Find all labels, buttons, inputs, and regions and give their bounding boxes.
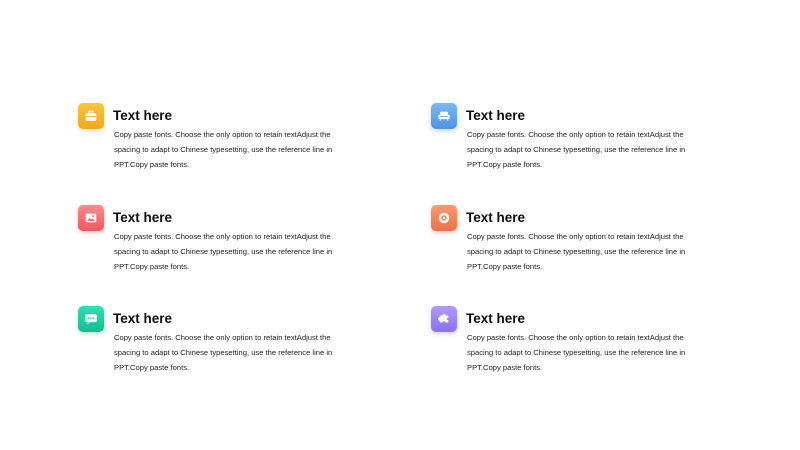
item-title: Text here (113, 108, 173, 123)
item-title: Text here (113, 311, 173, 326)
chat-icon (84, 312, 98, 326)
item-title: Text here (466, 311, 526, 326)
feature-item-5 (78, 306, 378, 386)
feature-item-6 (431, 306, 731, 386)
item-description: Copy paste fonts. Choose the only option to retain textAdjust the spacing to adapt to Chinese typesetting, use the reference line in PPT.Copy paste fonts. (114, 333, 333, 372)
icon-tile-1 (78, 103, 104, 129)
item-title: Text here (466, 108, 526, 123)
icon-tile-6 (431, 306, 457, 332)
feature-item-3 (78, 205, 378, 285)
feature-item-4 (431, 205, 731, 285)
item-title: Text here (466, 210, 526, 225)
image-icon (84, 211, 98, 225)
briefcase-icon (84, 109, 98, 123)
icon-tile-4 (431, 205, 457, 231)
icon-tile-2 (431, 103, 457, 129)
feature-item-1 (78, 103, 378, 183)
item-description: Copy paste fonts. Choose the only option to retain textAdjust the spacing to adapt to Chinese typesetting, use the reference line in PPT.Copy paste fonts. (467, 333, 686, 372)
item-title: Text here (113, 210, 173, 225)
item-description: Copy paste fonts. Choose the only option to retain textAdjust the spacing to adapt to Chinese typesetting, use the reference line in PPT.Copy paste fonts. (114, 130, 333, 169)
icon-tile-3 (78, 205, 104, 231)
puzzle-icon (437, 312, 451, 326)
sofa-icon (437, 109, 451, 123)
item-description: Copy paste fonts. Choose the only option to retain textAdjust the spacing to adapt to Chinese typesetting, use the reference line in PPT.Copy paste fonts. (114, 232, 333, 271)
item-description: Copy paste fonts. Choose the only option to retain textAdjust the spacing to adapt to Chinese typesetting, use the reference line in PPT.Copy paste fonts. (467, 232, 686, 271)
target-icon (437, 211, 451, 225)
feature-item-2 (431, 103, 731, 183)
item-description: Copy paste fonts. Choose the only option to retain textAdjust the spacing to adapt to Chinese typesetting, use the reference line in PPT.Copy paste fonts. (467, 130, 686, 169)
icon-tile-5 (78, 306, 104, 332)
